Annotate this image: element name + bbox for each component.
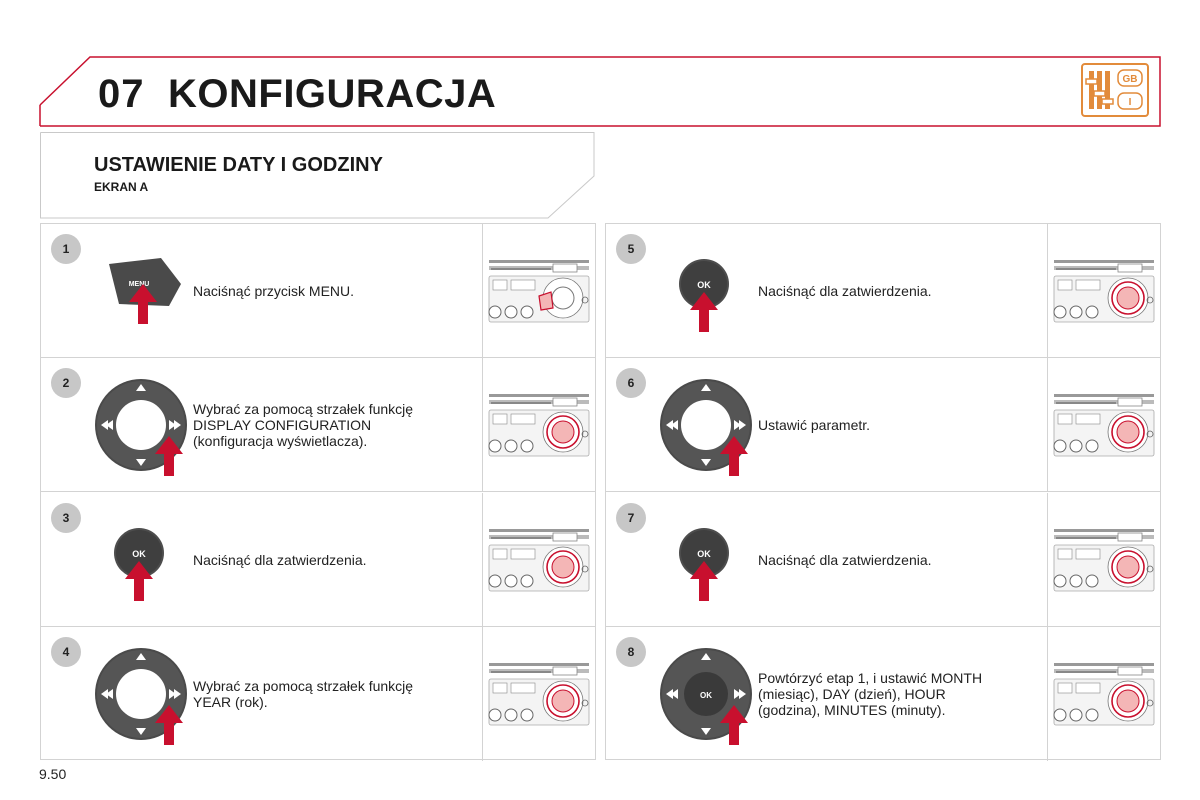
radio-panel-illustration [482,627,595,761]
radio-panel-illustration [482,224,595,357]
step-row [41,358,595,492]
menu-button-icon [81,224,191,357]
lang-top-label: GB [1122,74,1138,85]
step-row [606,224,1160,358]
svg-text:OK: OK [700,690,712,700]
step-instruction: Naciśnąć dla zatwierdzenia. [758,551,932,568]
step-row [41,493,595,627]
language-settings-icon [1081,63,1149,117]
chapter-number: 07 [98,72,145,116]
step-number-badge: 1 [51,234,81,264]
step-number-badge: 6 [616,368,646,398]
radio-panel-illustration [1047,493,1160,626]
steps-panel-right [605,223,1161,760]
step-instruction: Powtórzyć etap 1, i ustawić MONTH (miesiąc), DAY (dzień), HOUR (godzina), MINUTES (minuty). [758,669,983,718]
ok-button-icon [81,493,191,626]
arrow-pad-icon [646,358,756,491]
radio-panel-illustration [482,358,595,491]
steps-panel-left [40,223,596,760]
arrow-pad-icon [81,627,191,761]
step-number-badge: 2 [51,368,81,398]
svg-text:OK: OK [132,548,146,559]
ok-button-icon [646,224,756,357]
section-title: USTAWIENIE DATY I GODZINY [94,154,383,176]
step-row [606,627,1160,761]
step-number-badge: 4 [51,637,81,667]
svg-text:OK: OK [697,280,711,290]
step-instruction: Ustawić parametr. [758,417,871,434]
arrow-pad-ok-icon [646,627,756,761]
lang-bottom-label: I [1128,97,1132,108]
step-number-badge: 8 [616,637,646,667]
radio-panel-illustration [1047,224,1160,357]
step-instruction: Naciśnąć dla zatwierdzenia. [758,283,932,299]
page-number: 9.50 [39,766,67,782]
page-header [0,0,1200,130]
radio-panel-illustration [1047,627,1160,761]
ok-button-icon [646,493,756,626]
step-row [606,358,1160,492]
svg-text:MENU: MENU [128,281,150,288]
radio-panel-illustration [1047,358,1160,491]
section-header [40,132,594,219]
svg-text:OK: OK [697,548,711,559]
step-instruction: Wybrać za pomocą strzałek funkcję YEAR (rok). [193,677,414,710]
step-number-badge: 5 [616,234,646,264]
step-instruction: Wybrać za pomocą strzałek funkcję DISPLAY CONFIGURATION (konfiguracja wyświetlacza). [193,401,414,450]
step-row [41,224,595,358]
step-instruction: Naciśnąć przycisk MENU. [193,283,355,299]
chapter-title: KONFIGURACJA [168,72,497,116]
radio-panel-illustration [482,493,595,626]
arrow-pad-icon [81,358,191,491]
step-row [41,627,595,761]
section-subtitle: EKRAN A [94,180,149,194]
step-number-badge: 3 [51,503,81,533]
step-number-badge: 7 [616,503,646,533]
step-row [606,493,1160,627]
step-instruction: Naciśnąć dla zatwierdzenia. [193,551,367,568]
